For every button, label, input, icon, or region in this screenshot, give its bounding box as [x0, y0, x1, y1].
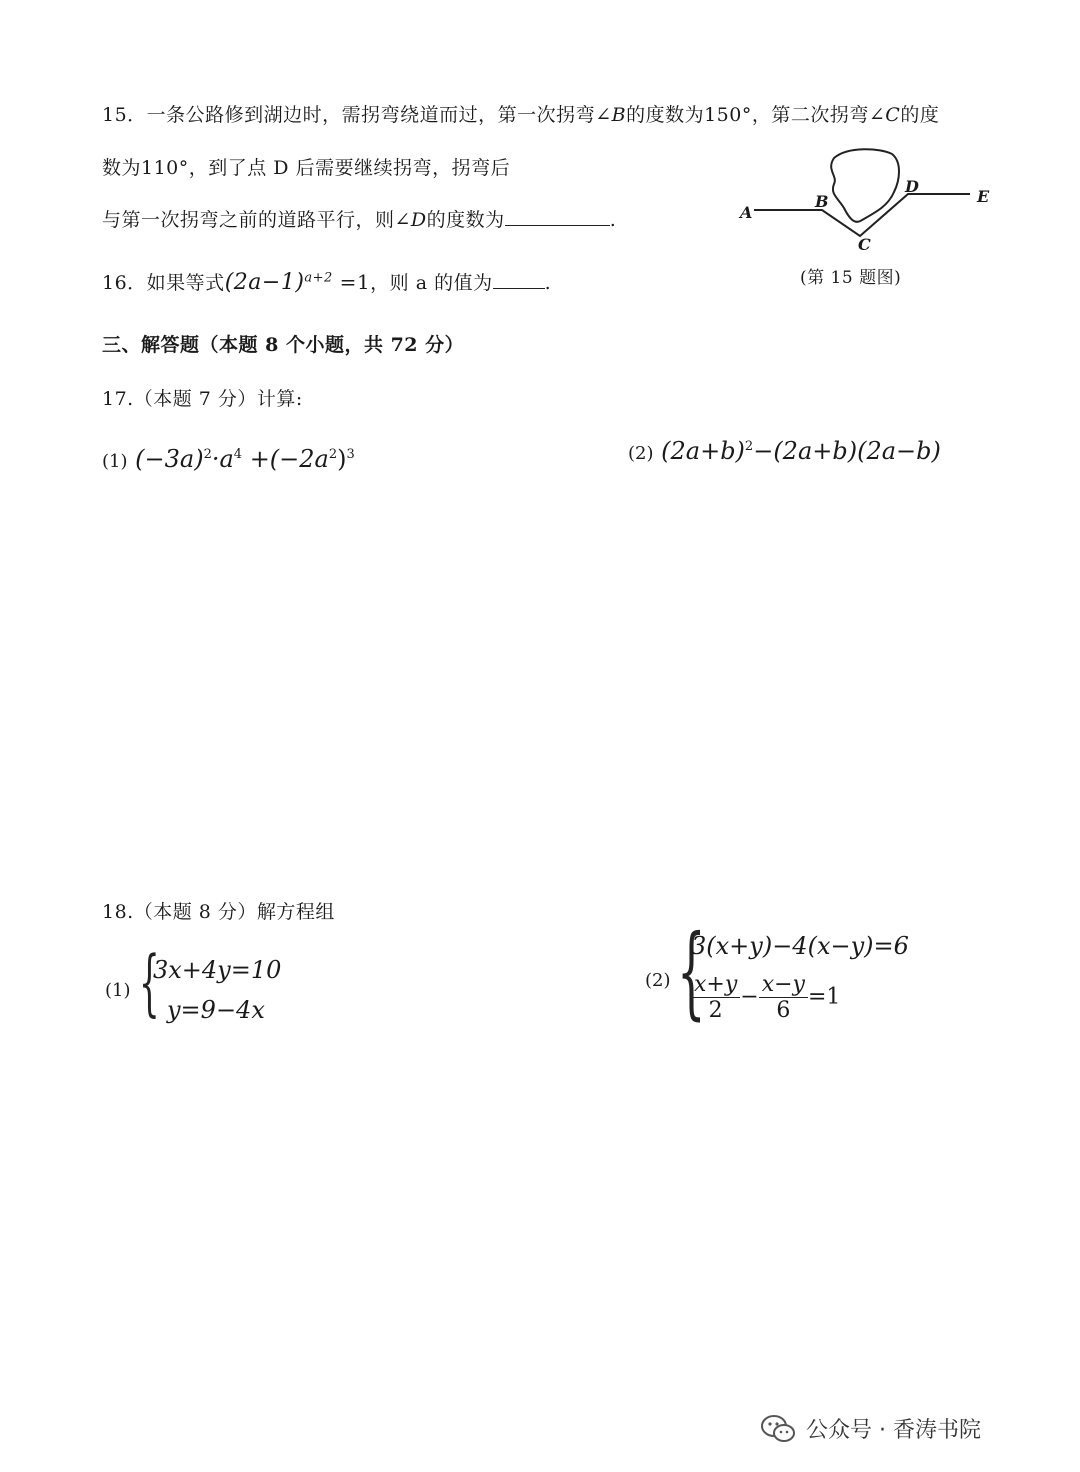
- q17-part1: [102, 445, 355, 473]
- q17-p2-a: (2a+b): [661, 437, 745, 465]
- section-3-heading: 三、解答题（本题 8 个小题，共 72 分）: [102, 334, 465, 356]
- q15-answer-blank[interactable]: [505, 225, 610, 226]
- q18-part1: [105, 940, 325, 1032]
- q18-p2-frac1-den: 2: [708, 998, 723, 1023]
- q17-part2: [628, 437, 941, 465]
- fig-label-c: C: [858, 235, 871, 254]
- q18-p2-frac2-den: 6: [776, 998, 791, 1023]
- q17-p1-a: (−3a): [135, 445, 204, 473]
- q15-text-1a: 15．一条公路修到湖边时，需拐弯绕道而过，第一次拐弯: [102, 104, 596, 126]
- q17-p1-c: +(−2a: [242, 445, 329, 473]
- q18-p2-frac2: [759, 972, 808, 1023]
- q17-p1-a-exp: 2: [203, 447, 212, 462]
- q17-p1-d: ): [337, 445, 347, 473]
- q16-prefix: 16．如果等式: [102, 272, 225, 294]
- q17-p1-label: (1): [102, 451, 128, 472]
- q18-p2-eq2: [691, 972, 840, 1023]
- q15-text-3a: 与第一次拐弯之前的道路平行，则: [102, 209, 395, 231]
- wechat-icon: [760, 1414, 796, 1444]
- q18-p2-brace: {: [677, 913, 706, 1030]
- q17-p2-a-exp: 2: [744, 439, 754, 454]
- q17-p1-c-exp: 2: [328, 447, 338, 462]
- q17-p1-d-exp: 3: [346, 447, 355, 462]
- q18-p2-frac1-num: x+y: [691, 972, 740, 998]
- q16-equals: =1: [332, 270, 371, 294]
- footer-watermark: [760, 1413, 981, 1444]
- q18-p1-eq2: y=9−4x: [167, 996, 265, 1024]
- q16-expression: (2a−1): [224, 270, 305, 295]
- q15-angle-c: ∠C: [868, 104, 901, 126]
- q15-angle-b: ∠B: [595, 104, 627, 126]
- q15-angle-d: ∠D: [394, 209, 427, 231]
- q17-p2-label: (2): [628, 443, 654, 464]
- figure-15-caption: (第 15 题图): [800, 268, 902, 288]
- q15-period: .: [609, 209, 617, 231]
- q17-p1-b-exp: 4: [233, 447, 243, 462]
- q18-p1-brace: {: [139, 940, 160, 1024]
- q18-p2-frac2-num: x−y: [759, 972, 808, 998]
- q18-p1-label: (1): [105, 980, 131, 1001]
- fig-label-e: E: [977, 187, 990, 206]
- q17-p1-b: ·a: [211, 445, 234, 473]
- q15-text-3b: 的度数为: [426, 209, 505, 231]
- q18-p2-eq1: 3(x+y)−4(x−y)=6: [691, 932, 909, 960]
- fig-label-a: A: [740, 203, 753, 222]
- q18-p2-frac1: [691, 972, 740, 1023]
- q15-text-1b: 的度数为150°，第二次拐弯: [626, 104, 869, 126]
- footer-text: 公众号 · 香涛书院: [806, 1418, 981, 1443]
- q15-line1: [102, 100, 939, 127]
- q16-period: .: [544, 272, 552, 294]
- q17-p2-b: −(2a+b)(2a−b): [753, 437, 941, 465]
- q15-text-1c: 的度: [900, 104, 940, 126]
- fig-label-d: D: [905, 177, 919, 196]
- q15-line3: [102, 205, 616, 232]
- q16-exponent: a+2: [304, 270, 333, 286]
- fig-label-b: B: [815, 192, 829, 211]
- q18-p2-minus: −: [740, 984, 759, 1010]
- q16-suffix: ，则 a 的值为: [370, 272, 493, 294]
- q18-part2: [645, 913, 935, 1038]
- q18-p2-rhs: =1: [808, 984, 841, 1010]
- q18-p2-label: (2): [645, 970, 671, 991]
- q18-title: 18.（本题 8 分）解方程组: [102, 901, 335, 923]
- q17-title: 17.（本题 7 分）计算:: [102, 388, 303, 410]
- q18-p1-eq1: 3x+4y=10: [153, 956, 282, 984]
- q15-line2: 数为110°，到了点 D 后需要继续拐弯，拐弯后: [102, 157, 511, 179]
- road-line: [754, 194, 970, 236]
- q16-answer-blank[interactable]: [493, 288, 545, 289]
- q16-line: [102, 268, 551, 295]
